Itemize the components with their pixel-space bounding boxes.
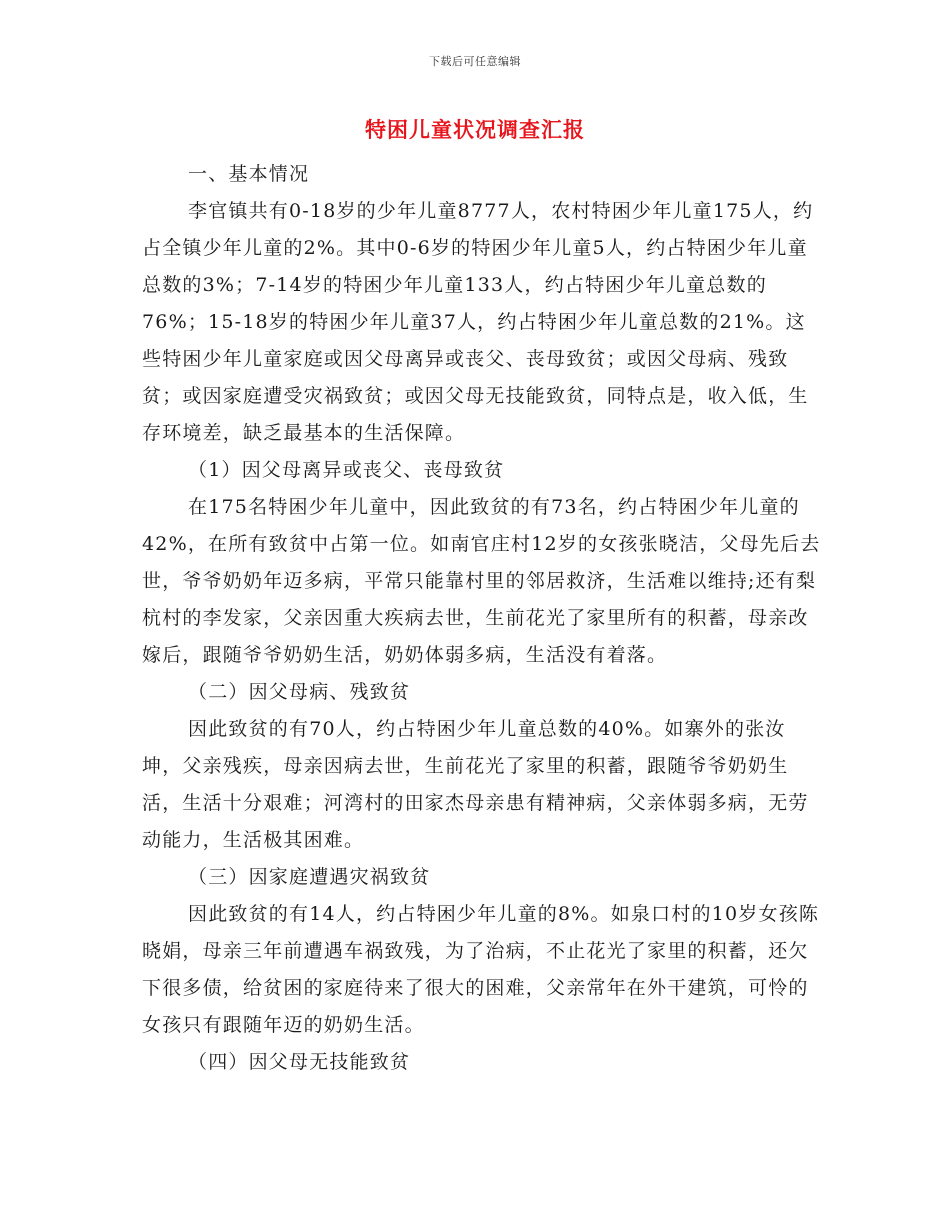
document-body (142, 156, 822, 1081)
subheading-illness-disability: （二）因父母病、残致贫 (188, 681, 411, 703)
section-heading-basic: 一、基本情况 (188, 163, 310, 185)
subheading-divorce-bereavement: （1）因父母离异或丧父、丧母致贫 (188, 459, 505, 481)
paragraph-disaster: 因此致贫的有14人，约占特困少年儿童的8%。如泉口村的10岁女孩陈晓娟，母亲三年前遭遇车祸致残，为了治病，不止花光了家里的积蓄，还欠下很多债，给贫困的家庭待来了很大的困难，父亲常年在外干建筑，可怜的女孩只有跟随年迈的奶奶生活。 (142, 903, 820, 1036)
header-note: 下载后可任意编辑 (429, 55, 521, 68)
paragraph-divorce-bereavement: 在175名特困少年儿童中，因此致贫的有73名，约占特困少年儿童的42%，在所有致贫中占第一位。如南官庄村12岁的女孩张晓洁，父母先后去世，爷爷奶奶年迈多病，平常只能靠村里的邻居救济，生活难以维持;还有梨杭村的李发家，父亲因重大疾病去世，生前花光了家里所有的积蓄，母亲改嫁后，跟随爷爷奶奶生活，奶奶体弱多病，生活没有着落。 (142, 496, 821, 666)
document-title: 特困儿童状况调查汇报 (365, 117, 585, 142)
paragraph-illness-disability: 因此致贫的有70人，约占特困少年儿童总数的40%。如寨外的张汝坤，父亲残疾，母亲因病去世，生前花光了家里的积蓄，跟随爷爷奶奶生活，生活十分艰难；河湾村的田家杰母亲患有精神病，父亲体弱多病，无劳动能力，生活极其困难。 (142, 718, 809, 851)
subheading-disaster: （三）因家庭遭遇灾祸致贫 (188, 866, 431, 888)
paragraph-overview: 李官镇共有0-18岁的少年儿童8777人，农村特困少年儿童175人，约占全镇少年儿童的2%。其中0-6岁的特困少年儿童5人，约占特困少年儿童总数的3%；7-14岁的特困少年儿童133人，约占特困少年儿童总数的76%；15-18岁的特困少年儿童37人，约占特困少年儿童总数的21%。这些特困少年儿童家庭或因父母离异或丧父、丧母致贫；或因父母病、残致贫；或因家庭遭受灾祸致贫；或因父母无技能致贫，同特点是，收入低，生存环境差，缺乏最基本的生活保障。 (142, 200, 814, 444)
subheading-no-skills: （四）因父母无技能致贫 (188, 1051, 411, 1073)
